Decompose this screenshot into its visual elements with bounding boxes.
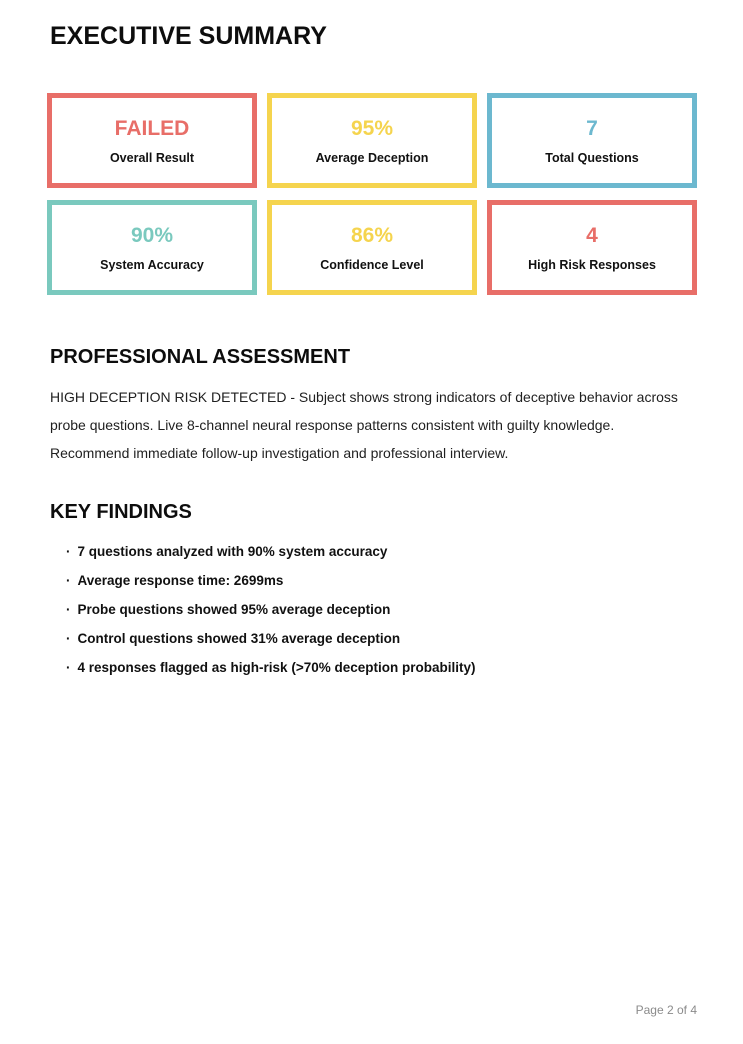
page-title: EXECUTIVE SUMMARY [50,22,327,50]
card-high-risk-responses [487,200,697,295]
card-value: 4 [586,223,598,247]
key-finding-item [66,632,697,646]
card-label: Overall Result [109,150,195,165]
bullet-dot-icon: · [66,602,71,617]
card-value: 95% [350,116,394,140]
key-findings-heading: KEY FINDINGS [50,501,192,523]
bullet-dot-icon: · [66,631,71,646]
card-label: High Risk Responses [528,257,656,272]
bullet-dot-icon: · [66,544,71,559]
key-finding-item [66,545,697,559]
key-finding-item [66,574,697,588]
key-finding-text: 4 responses flagged as high-risk (>70% deception probability) [77,660,476,675]
card-overall-result [47,93,257,188]
card-confidence-level [267,200,477,295]
bullet-dot-icon: · [66,573,71,588]
card-label: Confidence Level [320,257,424,272]
key-findings-list [66,545,697,675]
key-finding-text: Average response time: 2699ms [77,573,284,588]
summary-cards-grid [47,93,697,295]
key-finding-text: 7 questions analyzed with 90% system accuracy [77,544,388,559]
card-system-accuracy [47,200,257,295]
card-value: 90% [130,223,174,247]
card-average-deception [267,93,477,188]
card-value: 86% [350,223,394,247]
bullet-dot-icon: · [66,660,71,675]
key-finding-item [66,661,697,675]
key-finding-text: Probe questions showed 95% average deception [77,602,391,617]
card-label: Average Deception [315,150,429,165]
card-total-questions [487,93,697,188]
professional-assessment-body: HIGH DECEPTION RISK DETECTED - Subject shows strong indicators of deceptive behavior across probe questions. Live 8-channel neural response patterns consistent with guilty knowledge. Recommend immediate follow-up investigation and professional interview. [50,389,678,461]
key-finding-item [66,603,697,617]
key-finding-text: Control questions showed 31% average deception [77,631,401,646]
professional-assessment-heading: PROFESSIONAL ASSESSMENT [50,346,351,368]
card-label: Total Questions [545,150,639,165]
page-number: Page 2 of 4 [635,1003,697,1017]
card-value: 7 [586,116,598,140]
card-label: System Accuracy [100,257,204,272]
card-value: FAILED [114,116,190,140]
